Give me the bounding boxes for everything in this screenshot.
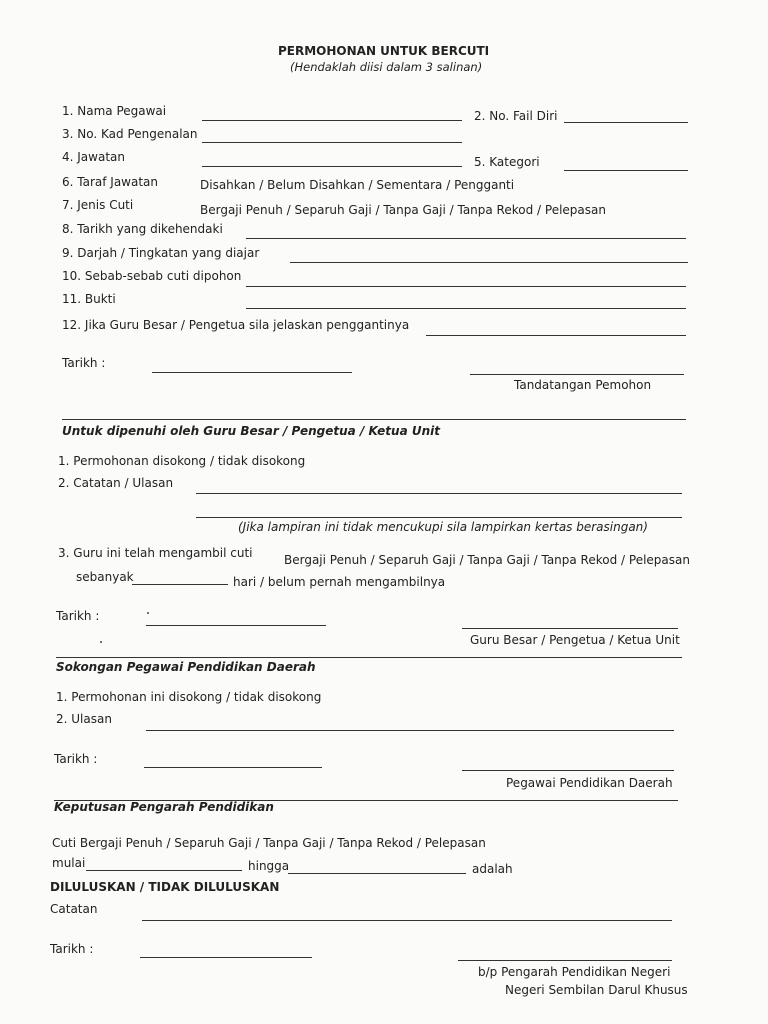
catatan-field[interactable] <box>142 920 672 921</box>
field-label-taraf-jawatan: 6. Taraf Jawatan <box>62 175 159 189</box>
form-subtitle: (Hendaklah diisi dalam 3 salinan) <box>290 60 483 74</box>
sebab-cuti-field[interactable] <box>246 286 686 287</box>
district-signature-label: Pegawai Pendidikan Daerah <box>506 776 673 790</box>
taraf-jawatan-options[interactable]: Disahkan / Belum Disahkan / Sementara / Pengganti <box>200 178 515 192</box>
mulai-label: mulai <box>52 856 86 870</box>
field-label-no-fail-diri: 2. No. Fail Diri <box>474 109 558 123</box>
cuti-diambil-options[interactable]: Bergaji Penuh / Separuh Gaji / Tanpa Gaji / Tanpa Rekod / Pelepasan <box>284 553 690 567</box>
field-label-nama-pegawai: 1. Nama Pegawai <box>62 104 167 118</box>
head-signature-line[interactable] <box>462 628 678 629</box>
field-label-tarikh-dikehendaki: 8. Tarikh yang dikehendaki <box>62 222 223 236</box>
date-label-applicant: Tarikh : <box>62 356 106 370</box>
adalah-label: adalah <box>472 862 513 876</box>
field-label-jawatan: 4. Jawatan <box>62 150 125 164</box>
ulasan-field[interactable] <box>146 730 674 731</box>
catatan-ulasan-field-1[interactable] <box>196 493 682 494</box>
head-signature-label: Guru Besar / Pengetua / Ketua Unit <box>470 633 680 647</box>
section-heading-director: Keputusan Pengarah Pendidikan <box>54 800 274 814</box>
hari-label: hari / belum pernah mengambilnya <box>233 575 446 589</box>
field-label-pengganti: 12. Jika Guru Besar / Pengetua sila jelaskan penggantinya <box>62 318 410 332</box>
mulai-date-field[interactable] <box>86 870 242 871</box>
field-label-bukti: 11. Bukti <box>62 292 116 306</box>
ink-speck <box>100 641 102 643</box>
district-signature-line[interactable] <box>462 770 674 771</box>
applicant-signature-line[interactable] <box>470 374 684 375</box>
ink-speck <box>147 612 149 614</box>
field-label-sebab-cuti: 10. Sebab-sebab cuti dipohon <box>62 269 242 283</box>
district-item-sokongan: 1. Permohonan ini disokong / tidak disokong <box>56 690 322 704</box>
no-fail-diri-field[interactable] <box>564 122 688 123</box>
nama-pegawai-field[interactable] <box>202 120 462 121</box>
no-kad-pengenalan-field[interactable] <box>202 142 462 143</box>
applicant-date-field[interactable] <box>152 372 352 373</box>
head-date-field[interactable] <box>146 625 326 626</box>
hingga-date-field[interactable] <box>288 873 466 874</box>
date-label-director: Tarikh : <box>50 942 94 956</box>
director-signature-line1: b/p Pengarah Pendidikan Negeri <box>478 965 671 979</box>
field-label-jenis-cuti: 7. Jenis Cuti <box>62 198 134 212</box>
director-signature-line[interactable] <box>458 960 672 961</box>
section-divider-head <box>62 419 686 420</box>
catatan-ulasan-field-2[interactable] <box>196 517 682 518</box>
attachment-note: (Jika lampiran ini tidak mencukupi sila lampirkan kertas berasingan) <box>238 520 648 534</box>
field-label-ulasan: 2. Ulasan <box>56 712 112 726</box>
jenis-cuti-options[interactable]: Bergaji Penuh / Separuh Gaji / Tanpa Gaji / Tanpa Rekod / Pelepasan <box>200 203 606 217</box>
applicant-signature-label: Tandatangan Pemohon <box>514 378 652 392</box>
hingga-label: hingga <box>248 859 290 873</box>
section-divider-district <box>56 657 682 658</box>
district-date-field[interactable] <box>144 767 322 768</box>
pengganti-field[interactable] <box>426 335 686 336</box>
kategori-field[interactable] <box>564 170 688 171</box>
head-item-sokongan: 1. Permohonan disokong / tidak disokong <box>58 454 306 468</box>
field-label-catatan: Catatan <box>50 902 98 916</box>
tarikh-dikehendaki-field[interactable] <box>246 238 686 239</box>
bukti-field[interactable] <box>246 308 686 309</box>
director-date-field[interactable] <box>140 957 312 958</box>
section-heading-head: Untuk dipenuhi oleh Guru Besar / Pengetua / Ketua Unit <box>62 424 440 438</box>
date-label-district: Tarikh : <box>54 752 98 766</box>
jawatan-field[interactable] <box>202 166 462 167</box>
darjah-tingkatan-field[interactable] <box>290 262 688 263</box>
bilangan-hari-field[interactable] <box>132 584 228 585</box>
decision-options[interactable]: DILULUSKAN / TIDAK DILULUSKAN <box>50 880 280 894</box>
sebanyak-label: sebanyak <box>76 570 134 584</box>
form-title: PERMOHONAN UNTUK BERCUTI <box>278 44 490 58</box>
director-signature-line2: Negeri Sembilan Darul Khusus <box>505 983 688 997</box>
field-label-no-kad-pengenalan: 3. No. Kad Pengenalan <box>62 127 198 141</box>
director-leave-types[interactable]: Cuti Bergaji Penuh / Separuh Gaji / Tanpa Gaji / Tanpa Rekod / Pelepasan <box>52 836 486 850</box>
field-label-darjah-tingkatan: 9. Darjah / Tingkatan yang diajar <box>62 246 260 260</box>
date-label-head: Tarikh : <box>56 609 100 623</box>
head-item-cuti-diambil: 3. Guru ini telah mengambil cuti <box>58 546 253 560</box>
section-heading-district: Sokongan Pegawai Pendidikan Daerah <box>56 660 316 674</box>
field-label-catatan-ulasan: 2. Catatan / Ulasan <box>58 476 174 490</box>
field-label-kategori: 5. Kategori <box>474 155 540 169</box>
